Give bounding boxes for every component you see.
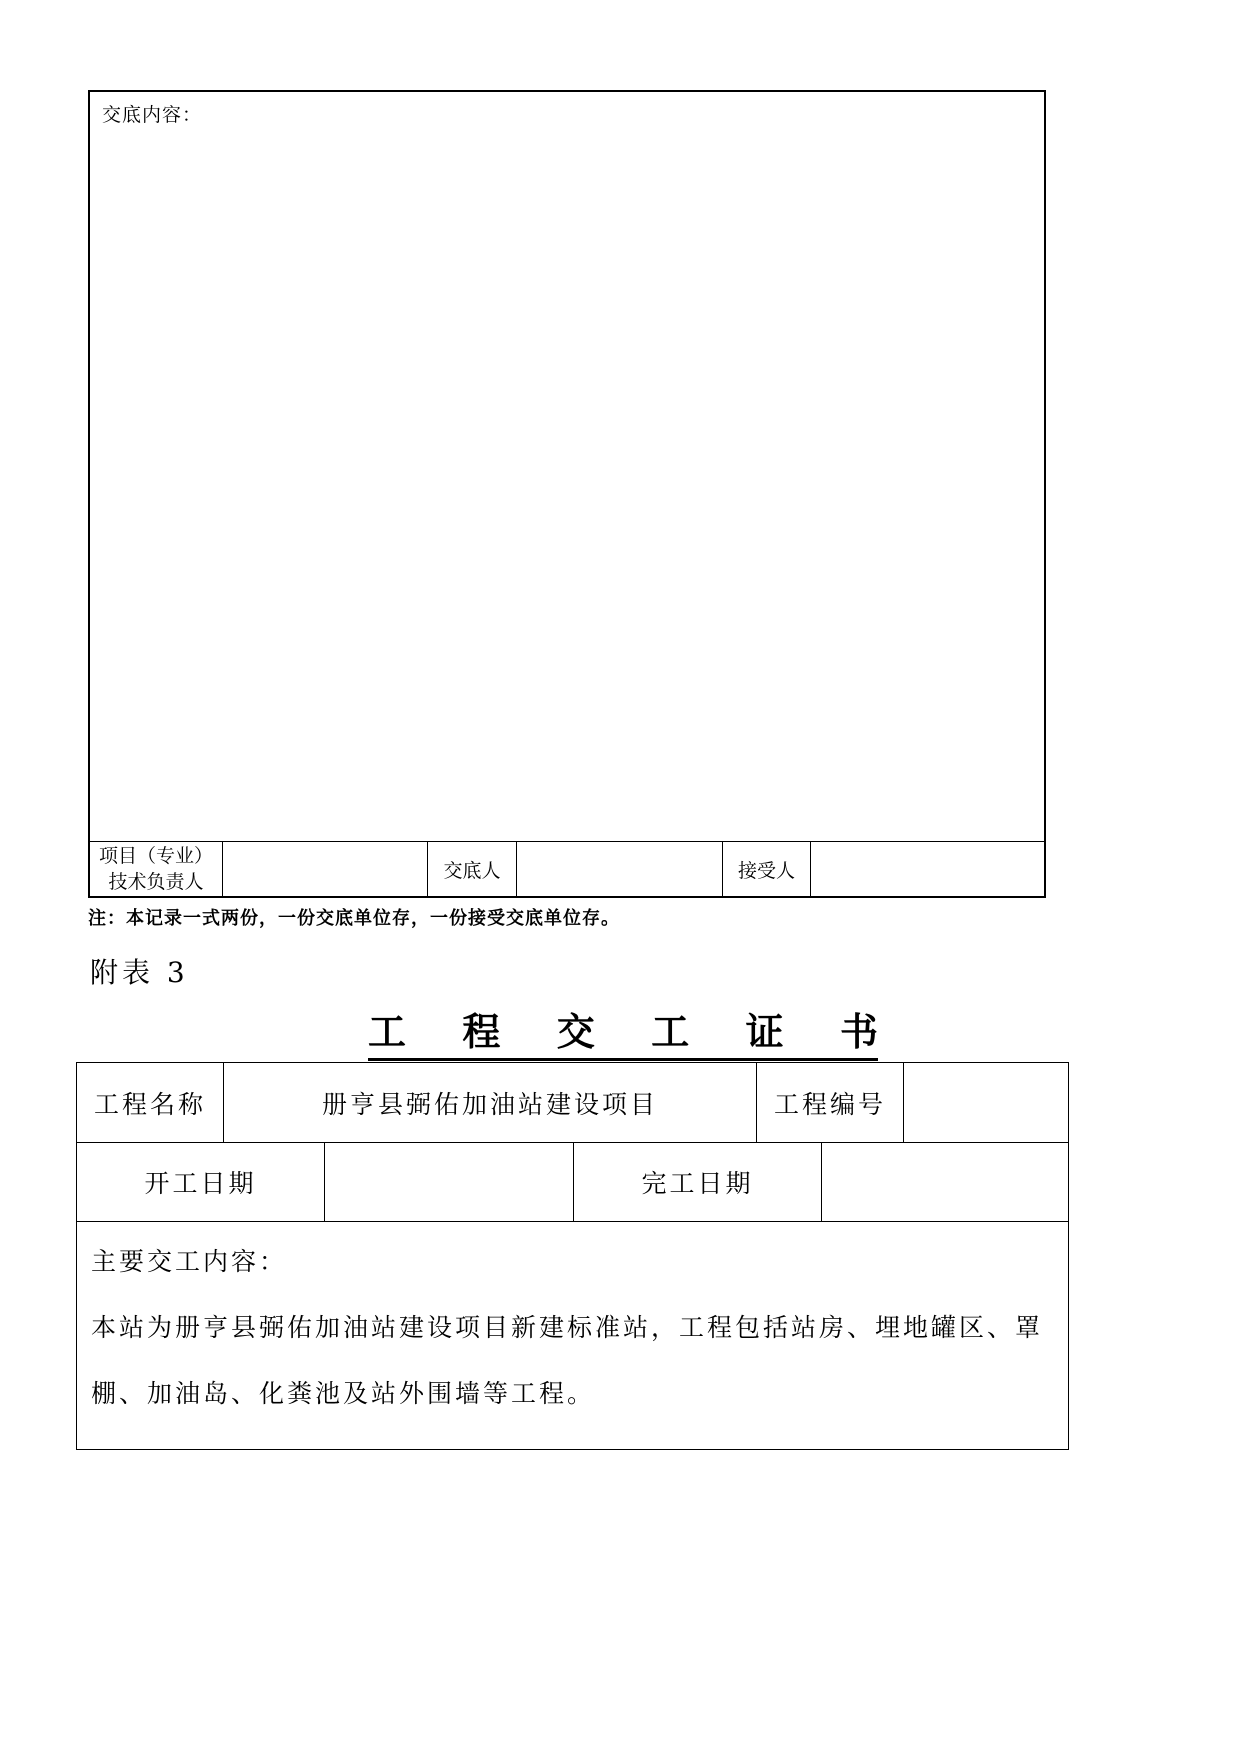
project-no-label: 工程编号: [757, 1063, 904, 1142]
project-no-value[interactable]: [904, 1063, 1068, 1142]
record-note: 注：本记录一式两份，一份交底单位存，一份接受交底单位存。: [88, 908, 620, 929]
main-content-label: 主要交工内容：: [91, 1247, 288, 1276]
start-date-value[interactable]: [325, 1142, 574, 1221]
receiver-label: 接受人: [723, 842, 811, 896]
project-name-value[interactable]: 册亨县弼佑加油站建设项目: [224, 1063, 757, 1142]
main-content-text: 本站为册亨县弼佑加油站建设项目新建标准站，工程包括站房、埋地罐区、罩棚、加油岛、化粪池及站外围墙等工程。: [91, 1313, 1044, 1408]
certificate-title: 工程交工证书: [368, 1010, 878, 1061]
signature-row: [90, 841, 1044, 896]
project-name-row: [77, 1063, 1068, 1143]
start-date-label: 开工日期: [77, 1142, 325, 1221]
main-content-section: [91, 1229, 1054, 1427]
finish-date-value[interactable]: [822, 1142, 1068, 1221]
finish-date-label: 完工日期: [574, 1142, 822, 1221]
date-row: [77, 1142, 1068, 1222]
project-name-label: 工程名称: [77, 1063, 224, 1142]
appendix-label: 附表 3: [90, 956, 189, 989]
tech-lead-label-line1: 项目（专业）: [98, 845, 213, 867]
tech-lead-label-line2: 技术负责人: [108, 871, 204, 893]
completion-certificate-table: [76, 1062, 1069, 1450]
tech-lead-label: [90, 842, 223, 896]
receiver-field[interactable]: [811, 842, 1044, 896]
discloser-label: 交底人: [428, 842, 517, 896]
discloser-field[interactable]: [517, 842, 723, 896]
tech-lead-field[interactable]: [223, 842, 428, 896]
disclosure-record-table: [88, 90, 1046, 898]
disclosure-content-label: 交底内容：: [102, 104, 203, 126]
